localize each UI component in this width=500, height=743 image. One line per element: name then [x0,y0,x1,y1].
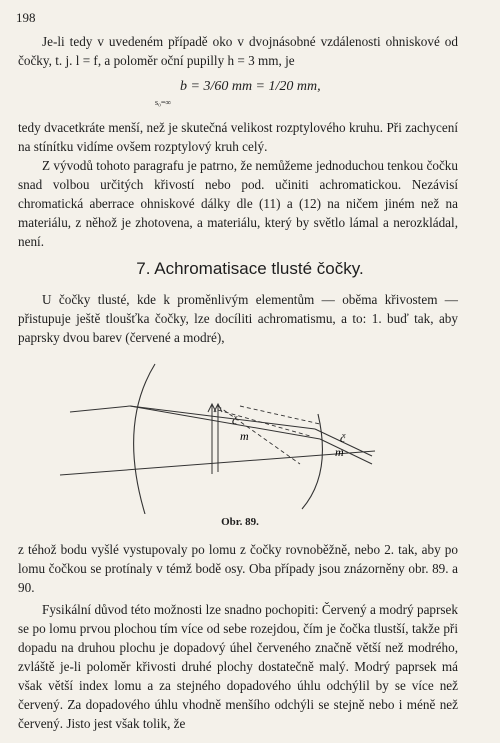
paragraph-6: Fysikální důvod této možnosti lze snadno pochopiti: Červený a modrý paprsek se po lomu prvou plochou tím více od sebe rozejdou, čím je čočka tlustší, takže při dopadu na druhou plochu je dopadový úhel červeného značně větší než modrého, zvláště je-li poloměr křivosti druhé plochy dostatečně malý. Modrý paprsek má však větší index lomu a za stejného dopadového úhlu odchýlil by se více než červený. Za dopadového úhlu vhodně menšího odchýli se stejně nebo i méně než červený. Jisto jest však tolik, že [18,602,458,731]
label-c1: č [232,413,238,427]
paragraph-1: Je-li tedy v uvedeném případě oko v dvojnásobné vzdálenosti ohniskové od čočky, t. j. l = f, a poloměr oční pupilly h = 3 mm, je [18,34,458,68]
page-number: 198 [16,10,36,25]
figure-89 [0,324,480,514]
paragraph-5: z téhož bodu vyšlé vystupovaly po lomu z čočky rovnoběžně, nebo 2. tak, aby po lomu čočkou se protínaly v témž bodě osy. Oba případy jsou znázorněny obr. 89. a 90. [18,542,458,595]
formula-subscript: s₀=∞ [155,98,172,107]
dashed-line-1 [218,406,300,464]
incoming-ray [70,406,130,412]
lens-surface-1 [134,364,155,514]
paragraph-4: U čočky tlusté, kde k proměnlivým elementům — oběma křivostem — přistupuje ještě tloušťka čočky, lze docíliti achromatismu, a to: 1. buď tak, aby paprsky dvou barev (červené a modré), [18,292,458,345]
label-c2: č [340,431,346,445]
section-heading: 7. Achromatisace tlusté čočky. [136,259,364,278]
ray-inner-blue [130,406,315,429]
formula: b = 3/60 mm = 1/20 mm, [180,79,321,94]
paragraph-2: tedy dvacetkráte menší, než je skutečná velikost rozptylového kruhu. Při zachycení na stínítku vidíme ovšem rozptylový kruh celý. [18,120,458,154]
label-m1: m [240,429,249,443]
label-m2: m [335,445,344,459]
paragraph-3: Z vývodů tohoto paragrafu je patrno, že nemůžeme jednoduchou tenkou čočku snad volbou určitých křivostí nebo pod. učiniti achromatickou. Nezávisí chromatická aberrace ohniskové dálky dle (11) a (12) na ničem jiném než na materiálu, z něhož je zhotovena, a materiálu, který by světlo lámal a nerozkládal, není. [18,158,458,249]
figure-caption: Obr. 89. [221,516,259,528]
